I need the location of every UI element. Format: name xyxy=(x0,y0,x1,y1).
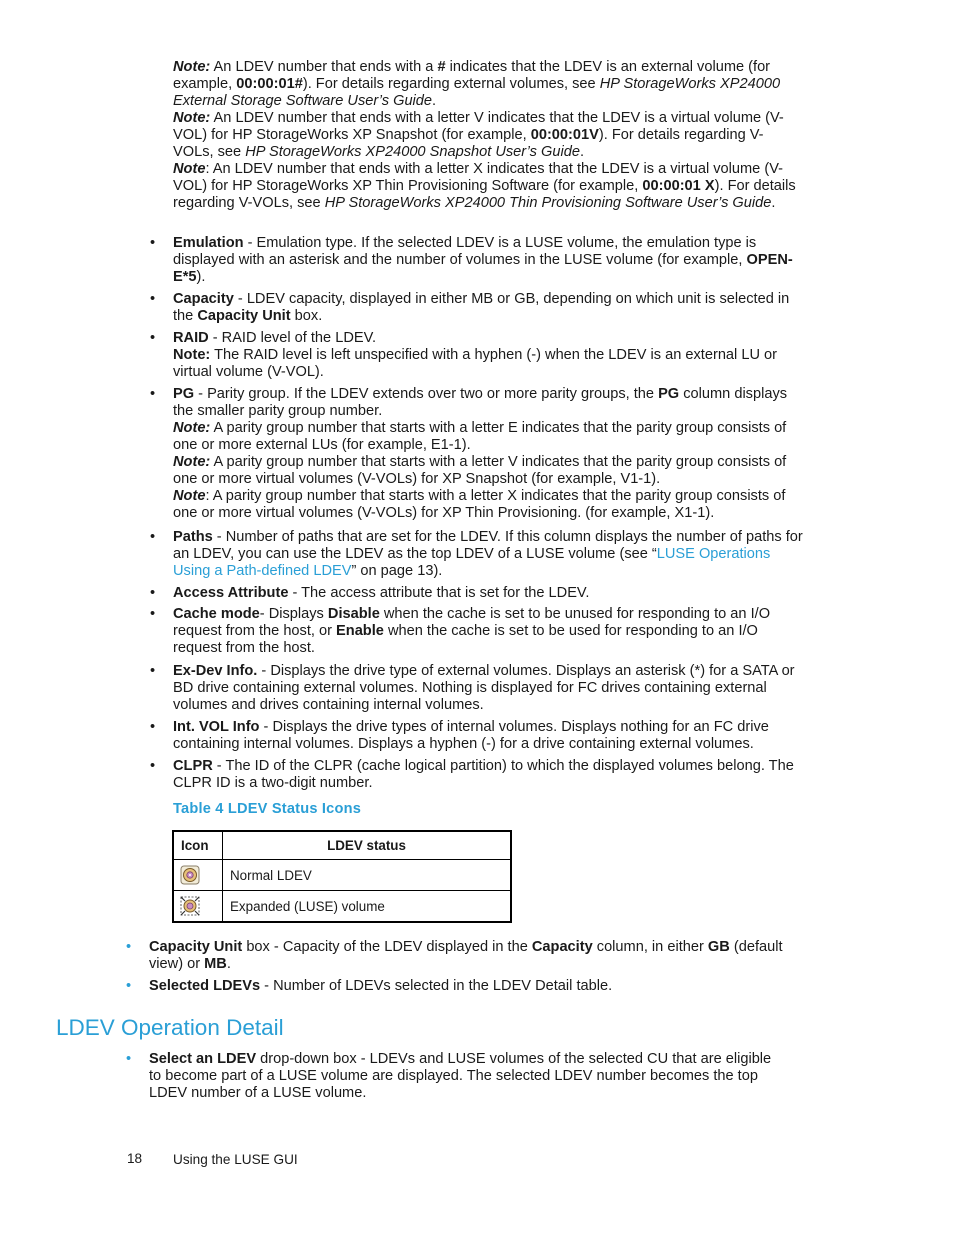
bullet-icon: • xyxy=(150,585,156,601)
bullet-icon: • xyxy=(150,663,156,679)
table-caption: Table 4 LDEV Status Icons xyxy=(173,801,362,817)
bullet-icon: • xyxy=(126,1051,132,1067)
note-external-volume: Note: An LDEV number that ends with a # indicates that the LDEV is an external volume (for example, 00:00:01#). For details regarding external volumes, see HP StorageWorks XP24000 External Storage Software User’s Guide. xyxy=(173,59,781,109)
list-item-access-attribute: • Access Attribute - The access attribute that is set for the LDEV. xyxy=(150,585,590,601)
list-item-cache-mode: • Cache mode- Displays Disable when the cache is set to be unused for responding to an I/O request from the host, or Enable when the cache is set to be used for responding to an I/O request from the host. xyxy=(150,606,771,656)
bullet-icon: • xyxy=(150,291,156,307)
icon-cell xyxy=(173,860,223,891)
status-column-header: LDEV status xyxy=(223,831,512,860)
list-item-clpr: • CLPR - The ID of the CLPR (cache logical partition) to which the displayed volumes belong. The CLPR ID is a two-digit number. xyxy=(150,758,794,791)
bullet-icon: • xyxy=(150,386,156,402)
status-cell: Normal LDEV xyxy=(223,860,512,891)
list-item-int-vol-info: • Int. VOL Info - Displays the drive types of internal volumes. Displays nothing for an FC drive containing internal volumes. Displays a hyphen (-) for a drive containing external volumes. xyxy=(150,719,769,752)
list-item-capacity-unit: • Capacity Unit box - Capacity of the LDEV displayed in the Capacity column, in either GB (default view) or MB. xyxy=(126,939,783,972)
status-cell: Expanded (LUSE) volume xyxy=(223,891,512,923)
bullet-icon: • xyxy=(150,758,156,774)
list-item-selected-ldevs: • Selected LDEVs - Number of LDEVs selected in the LDEV Detail table. xyxy=(126,978,613,994)
table-row xyxy=(173,860,511,891)
icon-column-header: Icon xyxy=(173,831,223,860)
icon-cell xyxy=(173,891,223,923)
expanded-luse-icon xyxy=(180,896,200,916)
list-item-ex-dev-info: • Ex-Dev Info. - Displays the drive type of external volumes. Displays an asterisk (*) for a SATA or BD drive containing external volumes. Nothing is displayed for FC drives containing external volumes and drives containing internal volumes. xyxy=(150,663,795,713)
ldev-status-icons-table xyxy=(172,830,512,923)
list-item-select-ldev: • Select an LDEV drop-down box - LDEVs and LUSE volumes of the selected CU that are eligible to become part of a LUSE volume are displayed. The selected LDEV number becomes the top LDEV number of a LUSE volume. xyxy=(126,1051,772,1101)
list-item-pg: • PG - Parity group. If the LDEV extends over two or more parity groups, the PG column displays the smaller parity group number. Note: A parity group number that starts with a letter E indicates that the parity group consists of one or more external LUs (for example, E1-1). Note: A parity group number that starts with a letter V indicates that the parity group consists of one or more virtual volumes (V-VOLs) for XP Snapshot (for example, V1-1). Note: A parity group number that starts with a letter X indicates that the parity group consists of one or more virtual volumes (V-VOLs) for XP Thin Provisioning. (for example, X1-1). xyxy=(150,386,788,521)
bullet-icon: • xyxy=(126,978,132,994)
table-row xyxy=(173,891,511,923)
bullet-icon: • xyxy=(150,719,156,735)
bullet-icon: • xyxy=(150,330,156,346)
bullet-icon: • xyxy=(150,606,156,622)
luse-path-defined-link[interactable]: LUSE Operations Using a Path-defined LDEV xyxy=(173,546,771,579)
list-item-raid: • RAID - RAID level of the LDEV. Note: The RAID level is left unspecified with a hyphen (-) when the LDEV is an external LU or virtual volume (V-VOL). xyxy=(150,330,778,380)
ldev-number-notes xyxy=(173,59,803,212)
list-item-paths: • Paths - Number of paths that are set for the LDEV. If this column displays the number of paths for an LDEV, you can use the LDEV as the top LDEV of a LUSE volume (see “LUSE Operations Using a Path-defined LDEV” on page 13). xyxy=(150,529,803,579)
bullet-icon: • xyxy=(126,939,132,955)
bullet-icon: • xyxy=(150,235,156,251)
note-snapshot-vvol: Note: An LDEV number that ends with a letter V indicates that the LDEV is a virtual volume (V-VOL) for HP StorageWorks XP Snapshot (for example, 00:00:01V). For details regarding V-VOLs, see HP StorageWorks XP24000 Snapshot User’s Guide. xyxy=(173,110,784,160)
list-item-emulation: • Emulation - Emulation type. If the selected LDEV is a LUSE volume, the emulation type is displayed with an asterisk and the number of volumes in the LUSE volume (for example, OPEN-E*5). xyxy=(150,235,793,285)
page-number: 18 xyxy=(127,1151,143,1166)
normal-ldev-icon xyxy=(180,865,200,885)
footer-chapter-title: Using the LUSE GUI xyxy=(173,1152,298,1167)
list-item-capacity: • Capacity - LDEV capacity, displayed in either MB or GB, depending on which unit is selected in the Capacity Unit box. xyxy=(150,291,790,324)
note-thin-provisioning-vvol: Note: An LDEV number that ends with a letter X indicates that the LDEV is a virtual volume (V-VOL) for HP StorageWorks XP Thin Provisioning Software (for example, 00:00:01 X). For details regarding V-VOLs, see HP StorageWorks XP24000 Thin Provisioning Software User’s Guide. xyxy=(173,161,796,211)
section-heading: LDEV Operation Detail xyxy=(56,1015,284,1040)
bullet-icon: • xyxy=(150,529,156,545)
table-header-row xyxy=(173,831,511,860)
